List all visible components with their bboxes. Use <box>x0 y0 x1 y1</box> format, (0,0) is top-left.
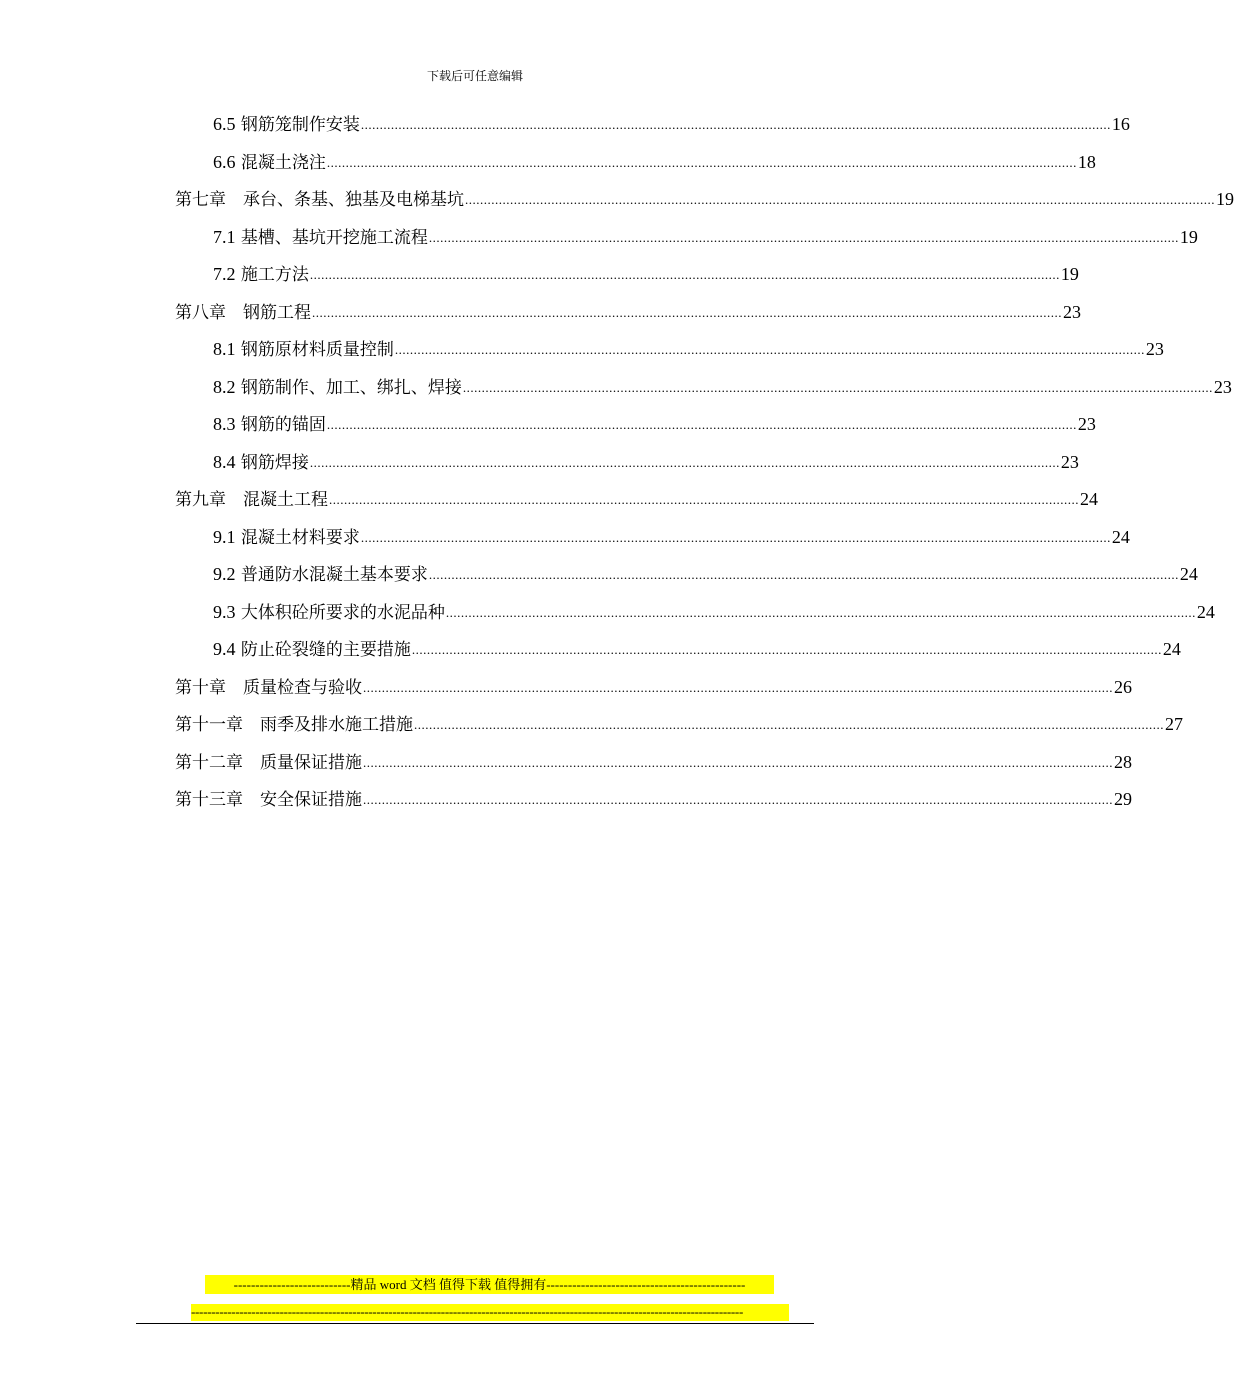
toc-section-number: 6.6 <box>213 151 236 172</box>
toc-entry[interactable] <box>175 294 1081 332</box>
toc-section-title: 钢筋制作、加工、绑扎、焊接 <box>235 377 462 398</box>
toc-entry-title <box>213 256 309 295</box>
toc-page-number: 24 <box>1179 564 1198 584</box>
toc-entry-title <box>175 782 362 820</box>
toc-page-number: 23 <box>1213 376 1232 397</box>
toc-section-title: 钢筋的锚固 <box>235 415 326 435</box>
toc-page-number: 24 <box>1196 601 1215 622</box>
toc-entry[interactable] <box>213 219 1198 257</box>
toc-page-number: 23 <box>1060 451 1079 472</box>
toc-entry[interactable] <box>175 706 1183 744</box>
toc-entry[interactable] <box>213 144 1096 182</box>
toc-page-number: 19 <box>1060 264 1079 284</box>
toc-section-number: 9.2 <box>213 564 236 584</box>
toc-dot-leader: ........................................................................................................................................................................................................ <box>326 417 1077 432</box>
toc-entry-title <box>175 295 311 333</box>
toc-page-number: 18 <box>1077 151 1096 172</box>
toc-section-title: 第七章 承台、条基、独基及电梯基坑 <box>175 190 464 210</box>
toc-entry[interactable] <box>213 519 1130 557</box>
toc-section-title: 普通防水混凝土基本要求 <box>235 565 428 585</box>
toc-entry[interactable] <box>213 256 1079 294</box>
toc-entry-title <box>213 406 326 445</box>
toc-entry[interactable] <box>213 594 1215 632</box>
toc-dot-leader: ........................................................................................................................................................................................................ <box>363 792 1113 807</box>
toc-section-number: 7.1 <box>213 226 236 247</box>
toc-entry[interactable] <box>213 631 1181 669</box>
footer-dash-line: ----------------------------------------------------------------------------------------------------------------------------------------- <box>191 1304 789 1321</box>
toc-dot-leader: ........................................................................................................................................................................................................ <box>360 117 1111 132</box>
toc-entry-title <box>213 331 394 370</box>
toc-entry-title <box>213 106 360 145</box>
toc-page-number: 23 <box>1077 414 1096 434</box>
toc-dot-leader: ........................................................................................................................................................................................................ <box>462 379 1213 395</box>
toc-entry[interactable] <box>213 369 1232 407</box>
toc-entry[interactable] <box>213 556 1198 594</box>
toc-page-number: 16 <box>1111 114 1130 134</box>
footer-rule <box>136 1323 814 1324</box>
toc-entry[interactable] <box>175 669 1132 707</box>
toc-entry[interactable] <box>213 406 1096 444</box>
toc-section-title: 第九章 混凝土工程 <box>175 490 328 510</box>
toc-section-title: 混凝土浇注 <box>235 152 326 173</box>
toc-dot-leader: ........................................................................................................................................................................................................ <box>414 717 1164 732</box>
toc-section-title: 第十二章 质量保证措施 <box>175 752 362 773</box>
toc-entry[interactable] <box>175 481 1098 519</box>
toc-page-number: 23 <box>1145 339 1164 359</box>
toc-entry-title <box>213 219 428 258</box>
toc-section-number: 6.5 <box>213 114 236 134</box>
toc-section-title: 防止砼裂缝的主要措施 <box>235 640 411 660</box>
toc-page-number: 24 <box>1080 489 1098 509</box>
toc-section-title: 第十一章 雨季及排水施工措施 <box>175 715 413 735</box>
toc-section-number: 9.4 <box>213 639 236 659</box>
toc-entry-title <box>213 444 309 483</box>
toc-dot-leader: ........................................................................................................................................................................................................ <box>465 192 1215 207</box>
toc-section-title: 混凝土材料要求 <box>235 527 360 548</box>
toc-entry[interactable] <box>213 444 1079 482</box>
toc-entry-title <box>213 144 326 183</box>
toc-dot-leader: ........................................................................................................................................................................................................ <box>329 492 1079 507</box>
toc-dot-leader: ........................................................................................................................................................................................................ <box>428 567 1179 582</box>
toc-entry-title <box>175 670 362 708</box>
toc-dot-leader: ........................................................................................................................................................................................................ <box>428 229 1179 245</box>
toc-dot-leader: ........................................................................................................................................................................................................ <box>326 154 1077 170</box>
toc-dot-leader: ........................................................................................................................................................................................................ <box>363 679 1113 695</box>
toc-entry-title <box>175 482 328 520</box>
toc-page-number: 24 <box>1162 639 1181 659</box>
toc-dot-leader: ........................................................................................................................................................................................................ <box>363 754 1113 770</box>
toc-section-title: 大体积砼所要求的水泥品种 <box>235 602 445 623</box>
toc-section-title: 钢筋焊接 <box>235 452 309 473</box>
toc-dot-leader: ........................................................................................................................................................................................................ <box>309 267 1060 282</box>
toc-page-number: 24 <box>1111 526 1130 547</box>
toc-entry-title <box>175 182 464 220</box>
toc-section-number: 8.1 <box>213 339 236 359</box>
toc-dot-leader: ........................................................................................................................................................................................................ <box>309 454 1060 470</box>
toc-entry-title <box>175 745 362 783</box>
toc-section-title: 第八章 钢筋工程 <box>175 302 311 323</box>
toc-page-number: 23 <box>1063 301 1081 322</box>
toc-page-number: 26 <box>1114 676 1132 697</box>
toc-section-number: 8.4 <box>213 451 236 472</box>
toc-entry-title <box>213 369 462 408</box>
toc-entry[interactable] <box>175 744 1132 782</box>
toc-entry-title <box>175 707 413 745</box>
toc-section-title: 第十章 质量检查与验收 <box>175 677 362 698</box>
toc-section-number: 8.2 <box>213 376 236 397</box>
footer-banner: ---------------------------精品 word 文档 值得下载 值得拥有---------------------------------------------- <box>205 1275 774 1294</box>
toc-section-number: 8.3 <box>213 414 236 434</box>
toc-page-number: 19 <box>1216 189 1234 209</box>
toc-section-number: 9.1 <box>213 526 236 547</box>
toc-section-title: 钢筋原材料质量控制 <box>235 340 394 360</box>
toc-dot-leader: ........................................................................................................................................................................................................ <box>394 342 1145 357</box>
toc-page-number: 28 <box>1114 751 1132 772</box>
toc-section-number: 9.3 <box>213 601 236 622</box>
toc-page-number: 19 <box>1179 226 1198 247</box>
toc-entry[interactable] <box>213 331 1164 369</box>
toc-section-title: 施工方法 <box>235 265 309 285</box>
toc-entry-title <box>213 594 445 633</box>
toc-section-title: 基槽、基坑开挖施工流程 <box>235 227 428 248</box>
toc-entry[interactable] <box>213 106 1130 144</box>
toc-dot-leader: ........................................................................................................................................................................................................ <box>312 304 1062 320</box>
toc-entry-title <box>213 556 428 595</box>
toc-entry-title <box>213 631 411 670</box>
page-header: 下载后可任意编辑 <box>426 69 523 83</box>
toc-entry[interactable] <box>175 181 1234 219</box>
toc-page-number: 27 <box>1165 714 1183 734</box>
toc-page-number: 29 <box>1114 789 1132 809</box>
toc-dot-leader: ........................................................................................................................................................................................................ <box>360 529 1111 545</box>
toc-section-number: 7.2 <box>213 264 236 284</box>
toc-dot-leader: ........................................................................................................................................................................................................ <box>445 604 1196 620</box>
toc-section-title: 第十三章 安全保证措施 <box>175 790 362 810</box>
toc-entry[interactable] <box>175 781 1132 819</box>
toc-dot-leader: ........................................................................................................................................................................................................ <box>411 642 1162 657</box>
toc-section-title: 钢筋笼制作安装 <box>235 115 360 135</box>
toc-entry-title <box>213 519 360 558</box>
